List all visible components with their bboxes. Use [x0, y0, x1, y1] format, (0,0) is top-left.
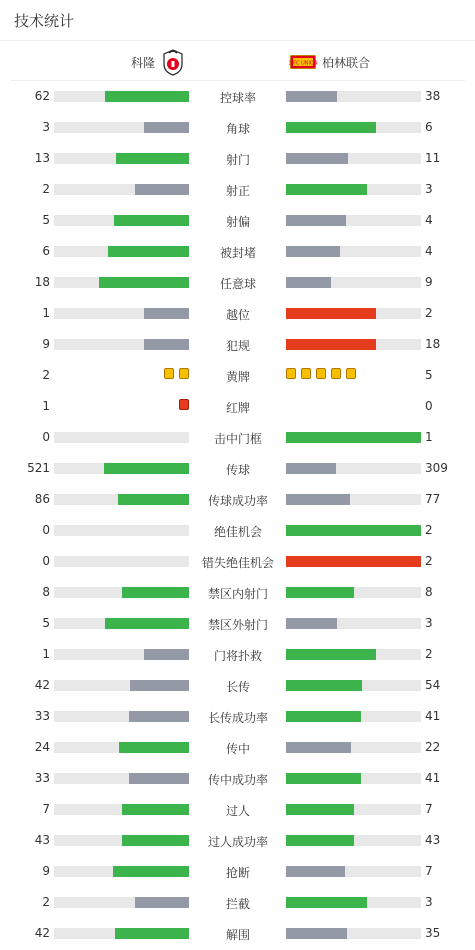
home-value: 2 [42, 368, 50, 382]
team-header [0, 44, 475, 80]
away-bar-fill [286, 711, 361, 722]
stat-row [0, 856, 475, 887]
home-bar [54, 680, 189, 691]
home-bar [54, 928, 189, 939]
away-bar-fill [286, 649, 376, 660]
stat-label: 射门 [225, 153, 250, 167]
away-bar [286, 494, 421, 505]
home-bar-fill [119, 742, 189, 753]
away-value: 38 [425, 89, 441, 103]
home-bar [54, 897, 189, 908]
away-bar [286, 91, 421, 102]
away-bar [286, 556, 421, 567]
away-bar [286, 866, 421, 877]
home-bar [54, 649, 189, 660]
home-bar-fill [122, 804, 190, 815]
home-value: 8 [42, 585, 50, 599]
away-value: 3 [425, 182, 433, 196]
stat-row [0, 329, 475, 360]
stat-row [0, 918, 475, 949]
away-bar-fill [286, 153, 348, 164]
away-value: 2 [425, 523, 433, 537]
stat-row [0, 112, 475, 143]
home-bar-fill [122, 835, 190, 846]
away-bar-fill [286, 680, 362, 691]
home-bar [54, 556, 189, 567]
away-bar-fill [286, 866, 345, 877]
away-bar-fill [286, 308, 376, 319]
home-value: 42 [34, 926, 50, 940]
stat-row [0, 608, 475, 639]
stat-label: 击中门框 [213, 432, 262, 446]
home-bar [54, 153, 189, 164]
stat-label: 门将扑救 [213, 649, 262, 663]
stat-row [0, 205, 475, 236]
home-bar-fill [114, 215, 189, 226]
home-bar-fill [116, 153, 189, 164]
away-bar [286, 122, 421, 133]
home-value: 1 [42, 647, 50, 661]
home-value: 9 [42, 864, 50, 878]
away-value: 7 [425, 864, 433, 878]
away-bar [286, 742, 421, 753]
stat-row [0, 670, 475, 701]
stat-row [0, 453, 475, 484]
away-bar [286, 835, 421, 846]
away-value: 7 [425, 802, 433, 816]
away-bar [286, 897, 421, 908]
stat-row [0, 143, 475, 174]
away-bar [286, 463, 421, 474]
home-value: 2 [42, 895, 50, 909]
home-team[interactable] [131, 44, 185, 80]
stat-label: 红牌 [225, 401, 250, 415]
yellow-card-icon [331, 368, 341, 379]
away-bar [286, 153, 421, 164]
home-value: 1 [42, 306, 50, 320]
away-bar [286, 680, 421, 691]
home-bar-fill [122, 587, 190, 598]
home-bar [54, 711, 189, 722]
home-value: 13 [34, 151, 50, 165]
home-bar-fill [129, 773, 189, 784]
stat-label: 角球 [225, 122, 250, 136]
away-value: 309 [425, 461, 448, 475]
away-bar-fill [286, 91, 337, 102]
away-value: 77 [425, 492, 441, 506]
divider [0, 40, 475, 41]
away-value: 22 [425, 740, 441, 754]
away-bar-fill [286, 339, 376, 350]
stat-label: 传中 [225, 742, 250, 756]
yellow-card-icon [316, 368, 326, 379]
home-bar [54, 184, 189, 195]
union-berlin-logo-icon [290, 55, 316, 69]
home-bar-fill [118, 494, 189, 505]
stat-row [0, 577, 475, 608]
home-bar [54, 525, 189, 536]
stat-label: 被封堵 [219, 246, 256, 260]
away-bar-fill [286, 556, 421, 567]
away-bar [286, 525, 421, 536]
away-bar [286, 215, 421, 226]
stat-label: 任意球 [219, 277, 256, 291]
home-value: 33 [34, 771, 50, 785]
away-value: 2 [425, 306, 433, 320]
stat-label: 犯规 [225, 339, 250, 353]
home-bar [54, 587, 189, 598]
away-bar-fill [286, 773, 361, 784]
home-value: 5 [42, 213, 50, 227]
stat-row [0, 422, 475, 453]
stat-row [0, 515, 475, 546]
away-value: 4 [425, 213, 433, 227]
away-value: 2 [425, 554, 433, 568]
home-bar-fill [105, 91, 189, 102]
stat-label: 长传 [225, 680, 250, 694]
away-bar-fill [286, 804, 354, 815]
stat-row [0, 546, 475, 577]
home-value: 6 [42, 244, 50, 258]
away-bar [286, 649, 421, 660]
stat-row [0, 887, 475, 918]
stat-label: 绝佳机会 [213, 525, 262, 539]
home-value: 1 [42, 399, 50, 413]
stat-label: 拦截 [225, 897, 250, 911]
away-value: 41 [425, 709, 441, 723]
stat-row [0, 267, 475, 298]
home-bar [54, 246, 189, 257]
home-bar [54, 277, 189, 288]
away-bar-fill [286, 432, 421, 443]
away-bar-fill [286, 897, 367, 908]
yellow-card-icon [179, 368, 189, 379]
away-value: 35 [425, 926, 441, 940]
away-bar-fill [286, 184, 367, 195]
away-bar-fill [286, 587, 354, 598]
away-value: 43 [425, 833, 441, 847]
away-bar [286, 928, 421, 939]
home-bar [54, 742, 189, 753]
away-bar [286, 773, 421, 784]
away-bar-fill [286, 494, 350, 505]
away-bar [286, 618, 421, 629]
stat-label: 解围 [225, 928, 250, 942]
home-value: 43 [34, 833, 50, 847]
home-bar-fill [144, 339, 189, 350]
stat-label: 过人 [225, 804, 250, 818]
home-bar [54, 494, 189, 505]
home-bar [54, 215, 189, 226]
away-value: 18 [425, 337, 441, 351]
away-bar-fill [286, 246, 340, 257]
away-value: 54 [425, 678, 441, 692]
stat-row [0, 174, 475, 205]
away-bar [286, 804, 421, 815]
away-team[interactable] [290, 44, 370, 80]
away-bar-fill [286, 122, 376, 133]
away-bar [286, 246, 421, 257]
away-value: 2 [425, 647, 433, 661]
away-bar [286, 339, 421, 350]
yellow-card-icon [286, 368, 296, 379]
stat-label: 传球 [225, 463, 250, 477]
away-bar [286, 308, 421, 319]
home-value: 42 [34, 678, 50, 692]
stat-row [0, 81, 475, 112]
away-bar-fill [286, 215, 346, 226]
yellow-card-icon [301, 368, 311, 379]
away-bar [286, 432, 421, 443]
red-card-icon [179, 399, 189, 410]
stats-list [0, 81, 475, 949]
home-value: 5 [42, 616, 50, 630]
home-cards [164, 368, 189, 379]
home-bar-fill [129, 711, 189, 722]
home-value: 7 [42, 802, 50, 816]
away-bar-fill [286, 525, 421, 536]
away-value: 11 [425, 151, 441, 165]
stat-label: 射偏 [225, 215, 250, 229]
stat-label: 抢断 [225, 866, 250, 880]
stat-row [0, 391, 475, 422]
stat-row [0, 732, 475, 763]
away-bar-fill [286, 277, 331, 288]
home-bar-fill [130, 680, 189, 691]
away-bar [286, 277, 421, 288]
home-bar [54, 773, 189, 784]
away-value: 1 [425, 430, 433, 444]
home-value: 2 [42, 182, 50, 196]
yellow-card-icon [164, 368, 174, 379]
stat-label: 越位 [225, 308, 250, 322]
stat-row [0, 763, 475, 794]
away-value: 41 [425, 771, 441, 785]
home-value: 0 [42, 554, 50, 568]
away-bar-fill [286, 463, 336, 474]
stat-label: 传中成功率 [207, 773, 268, 787]
home-bar-fill [99, 277, 189, 288]
page-title: 技术统计 [14, 12, 75, 30]
home-bar-fill [108, 246, 189, 257]
home-bar-fill [135, 184, 189, 195]
home-bar [54, 308, 189, 319]
home-bar [54, 339, 189, 350]
home-value: 0 [42, 430, 50, 444]
home-bar-fill [113, 866, 189, 877]
home-bar-fill [135, 897, 189, 908]
away-bar-fill [286, 618, 337, 629]
away-value: 0 [425, 399, 433, 413]
stat-row [0, 298, 475, 329]
home-value: 33 [34, 709, 50, 723]
stat-row [0, 701, 475, 732]
stat-row [0, 360, 475, 391]
stat-row [0, 794, 475, 825]
away-value: 3 [425, 616, 433, 630]
away-bar-fill [286, 928, 347, 939]
stat-row [0, 236, 475, 267]
yellow-card-icon [346, 368, 356, 379]
stat-row [0, 639, 475, 670]
away-cards [286, 368, 356, 379]
away-value: 6 [425, 120, 433, 134]
away-value: 8 [425, 585, 433, 599]
away-bar-fill [286, 835, 354, 846]
stat-label: 射正 [225, 184, 250, 198]
home-team-name: 科隆 [130, 55, 155, 70]
home-value: 0 [42, 523, 50, 537]
home-value: 521 [27, 461, 50, 475]
home-value: 9 [42, 337, 50, 351]
stat-label: 错失绝佳机会 [201, 556, 274, 570]
stat-label: 控球率 [219, 91, 256, 105]
home-value: 24 [34, 740, 50, 754]
stat-label: 传球成功率 [207, 494, 268, 508]
stat-row [0, 484, 475, 515]
home-bar-fill [115, 928, 189, 939]
stat-label: 禁区内射门 [207, 587, 268, 601]
home-bar [54, 804, 189, 815]
home-bar [54, 122, 189, 133]
home-bar-fill [104, 463, 189, 474]
away-value: 3 [425, 895, 433, 909]
away-bar-fill [286, 742, 351, 753]
home-bar-fill [105, 618, 189, 629]
home-cards [179, 399, 189, 410]
home-bar [54, 835, 189, 846]
away-team-name: 柏林联合 [322, 55, 371, 70]
home-bar-fill [144, 308, 189, 319]
away-value: 5 [425, 368, 433, 382]
stat-row [0, 825, 475, 856]
home-bar [54, 91, 189, 102]
home-bar-fill [144, 122, 189, 133]
home-bar [54, 618, 189, 629]
home-bar [54, 866, 189, 877]
away-bar [286, 184, 421, 195]
home-value: 62 [34, 89, 50, 103]
fc-koln-crest-icon [161, 48, 185, 76]
svg-text:1.FC UNION: 1.FC UNION [288, 60, 318, 67]
home-value: 3 [42, 120, 50, 134]
away-bar [286, 587, 421, 598]
home-value: 86 [34, 492, 50, 506]
away-value: 9 [425, 275, 433, 289]
home-bar [54, 463, 189, 474]
away-bar [286, 711, 421, 722]
home-bar [54, 432, 189, 443]
home-bar-fill [144, 649, 189, 660]
stat-label: 长传成功率 [207, 711, 268, 725]
stat-label: 黄牌 [225, 370, 250, 384]
home-value: 18 [34, 275, 50, 289]
stat-label: 禁区外射门 [207, 618, 268, 632]
stat-label: 过人成功率 [207, 835, 268, 849]
away-value: 4 [425, 244, 433, 258]
